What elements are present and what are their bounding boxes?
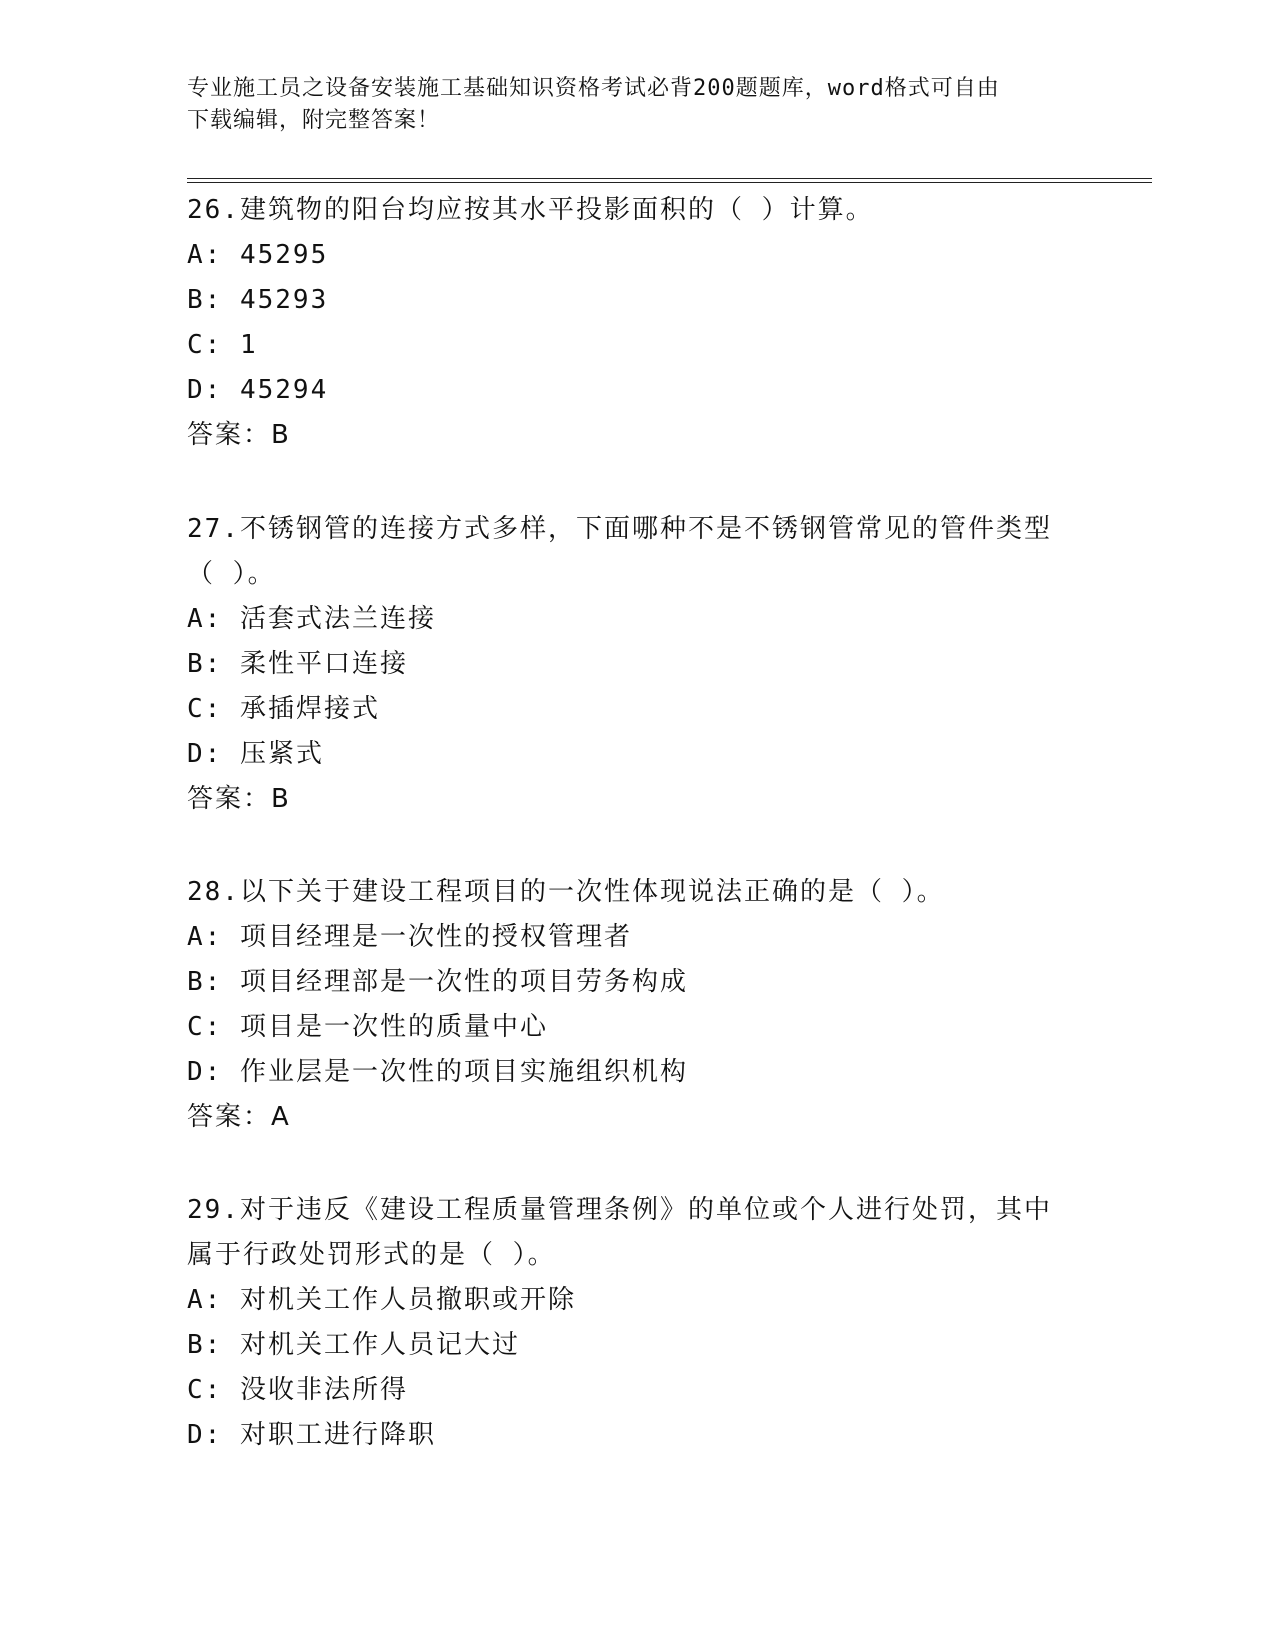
option-a: A: 45295 — [187, 240, 329, 270]
question-28 — [187, 870, 1087, 1140]
option-b: B: 项目经理部是一次性的项目劳务构成 — [187, 967, 688, 997]
header-divider — [187, 178, 1152, 179]
option-d: D: 对职工进行降职 — [187, 1420, 436, 1450]
option-d: D: 45294 — [187, 375, 329, 405]
question-26 — [187, 188, 1087, 458]
option-a: A: 活套式法兰连接 — [187, 604, 436, 634]
option-d: D: 作业层是一次性的项目实施组织机构 — [187, 1057, 688, 1087]
header-line: 下载编辑，附完整答案！ — [187, 108, 441, 133]
answer: 答案：A — [187, 1102, 291, 1132]
option-d: D: 压紧式 — [187, 739, 324, 769]
question-text: 29.对于违反《建设工程质量管理条例》的单位或个人进行处罚，其中 — [187, 1195, 1052, 1225]
option-c: C: 1 — [187, 330, 258, 360]
option-a: A: 项目经理是一次性的授权管理者 — [187, 922, 632, 952]
question-text: 属于行政处罚形式的是（ ）。 — [187, 1240, 556, 1270]
answer: 答案：B — [187, 420, 291, 450]
option-b: B: 柔性平口连接 — [187, 649, 408, 679]
document-header — [187, 73, 1087, 137]
question-29 — [187, 1188, 1087, 1458]
option-c: C: 项目是一次性的质量中心 — [187, 1012, 548, 1042]
option-c: C: 承插焊接式 — [187, 694, 380, 724]
option-b: B: 45293 — [187, 285, 329, 315]
question-27 — [187, 507, 1087, 822]
option-a: A: 对机关工作人员撤职或开除 — [187, 1285, 576, 1315]
answer: 答案：B — [187, 784, 291, 814]
question-text: 28.以下关于建设工程项目的一次性体现说法正确的是（ ）。 — [187, 877, 945, 907]
option-c: C: 没收非法所得 — [187, 1375, 408, 1405]
option-b: B: 对机关工作人员记大过 — [187, 1330, 520, 1360]
header-divider — [187, 182, 1152, 183]
header-line: 专业施工员之设备安装施工基础知识资格考试必背200题题库，word格式可自由 — [187, 76, 1000, 101]
question-text: 26.建筑物的阳台均应按其水平投影面积的（ ）计算。 — [187, 195, 874, 225]
question-text: 27.不锈钢管的连接方式多样，下面哪种不是不锈钢管常见的管件类型 — [187, 514, 1052, 544]
question-text: （ ）。 — [187, 559, 276, 589]
